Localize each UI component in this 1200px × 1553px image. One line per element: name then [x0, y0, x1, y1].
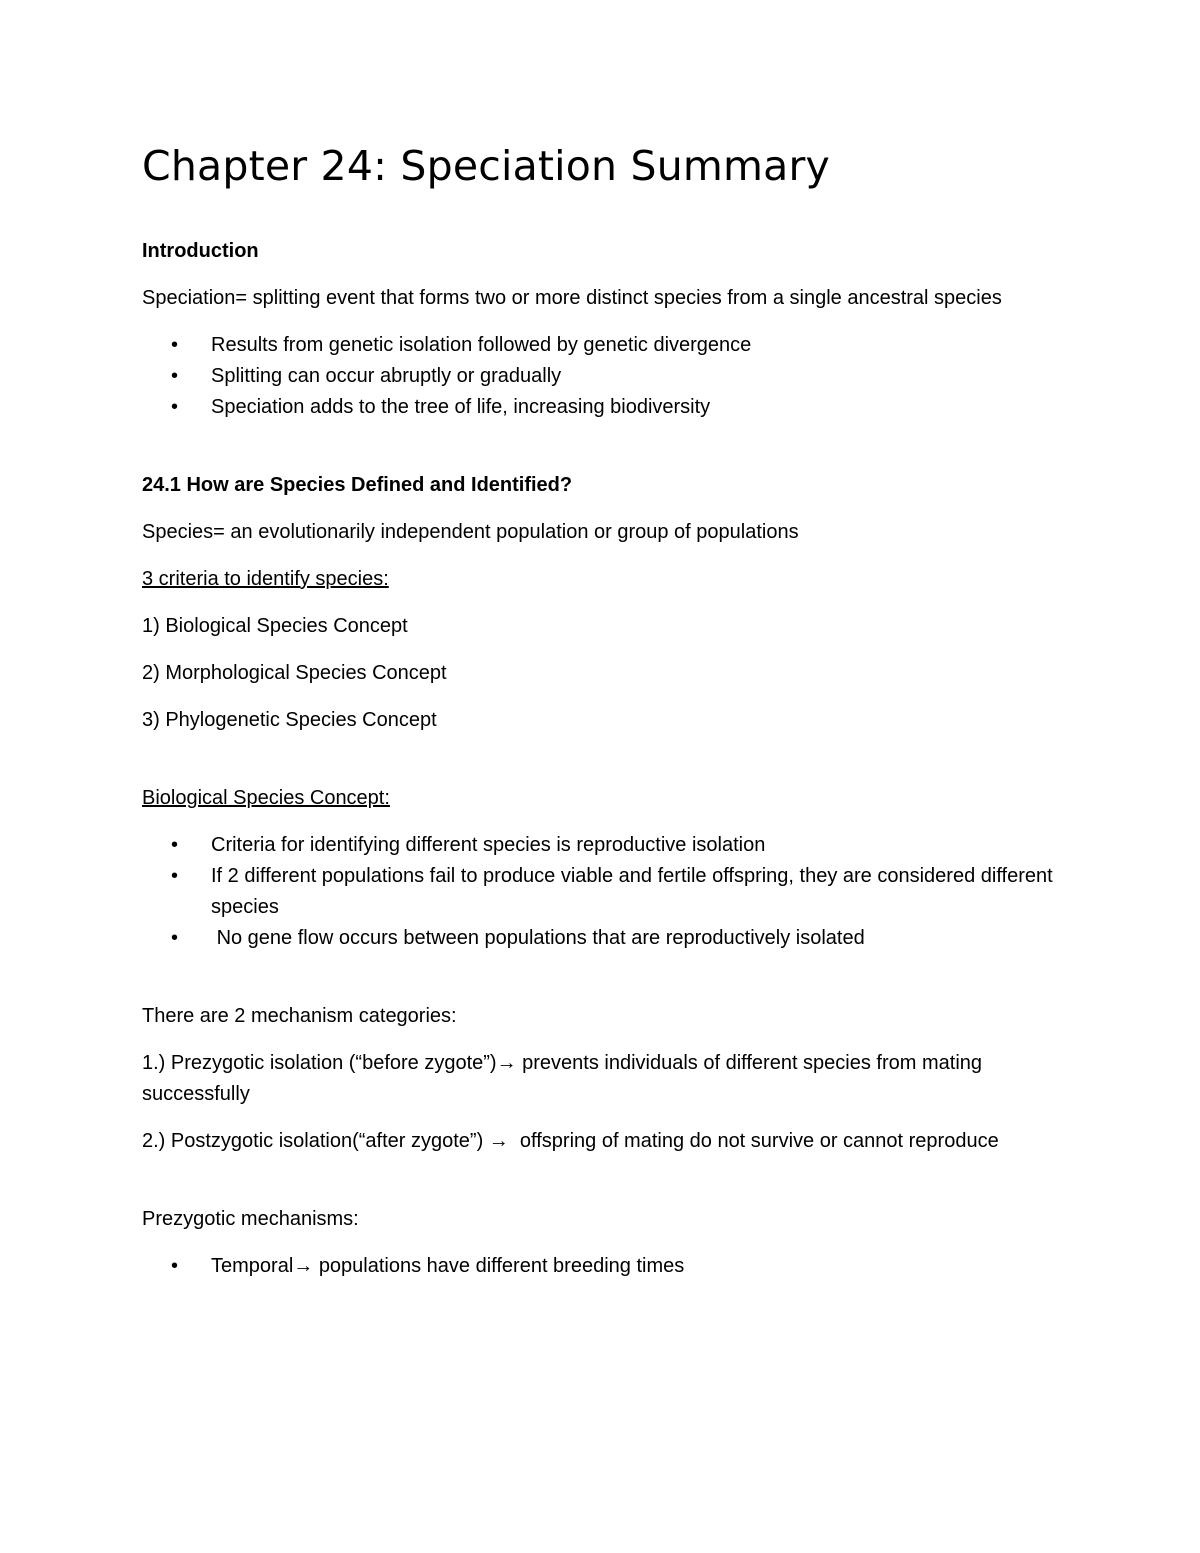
list-item: • If 2 different populations fail to produce viable and fertile offspring, they are considered different species [142, 861, 1072, 923]
bullet-icon: • [171, 396, 179, 418]
prezygotic-heading: Prezygotic mechanisms: [142, 1208, 359, 1230]
bsc-bullet-list [142, 830, 1072, 954]
spacer [142, 970, 1072, 1001]
bullet-icon: • [171, 365, 179, 387]
criteria-item: 2) Morphological Species Concept [142, 662, 447, 684]
bullet-icon: • [171, 334, 179, 356]
spacer [142, 752, 1072, 783]
list-item: • No gene flow occurs between populations that are reproductively isolated [142, 923, 1072, 954]
list-item: • Results from genetic isolation followed by genetic divergence [142, 330, 1072, 361]
list-item: • Criteria for identifying different species is reproductive isolation [142, 830, 1072, 861]
list-item: • Temporal→ populations have different breeding times [142, 1251, 1072, 1282]
prezygotic-bullet-list [142, 1251, 1072, 1282]
page-title: Chapter 24: Speciation Summary [142, 142, 831, 190]
bsc-heading: Biological Species Concept: [142, 787, 390, 809]
section-24-1-heading: 24.1 How are Species Defined and Identified? [142, 474, 573, 496]
bullet-icon: • [171, 834, 179, 856]
mechanisms-intro: There are 2 mechanism categories: [142, 1005, 457, 1027]
spacer [142, 1173, 1072, 1204]
species-definition: Species= an evolutionarily independent population or group of populations [142, 521, 799, 543]
speciation-definition: Speciation= splitting event that forms two or more distinct species from a single ancestral species [142, 287, 1002, 309]
mechanism-item-postzygotic: 2.) Postzygotic isolation(“after zygote”) → offspring of mating do not survive or cannot reproduce [142, 1130, 999, 1152]
list-item: • Splitting can occur abruptly or gradually [142, 361, 1072, 392]
spacer [142, 439, 1072, 470]
bullet-icon: • [171, 927, 179, 949]
list-item: • Speciation adds to the tree of life, increasing biodiversity [142, 392, 1072, 423]
document-page [142, 140, 1072, 1298]
bullet-icon: • [171, 865, 179, 887]
intro-bullet-list [142, 330, 1072, 423]
bullet-icon: • [171, 1255, 179, 1277]
intro-heading: Introduction [142, 240, 259, 262]
mechanism-item-prezygotic: 1.) Prezygotic isolation (“before zygote”)→ prevents individuals of different species from mating successfully [142, 1052, 983, 1105]
criteria-item: 3) Phylogenetic Species Concept [142, 709, 437, 731]
document-body [142, 236, 1072, 1282]
criteria-heading: 3 criteria to identify species: [142, 568, 389, 590]
criteria-item: 1) Biological Species Concept [142, 615, 408, 637]
